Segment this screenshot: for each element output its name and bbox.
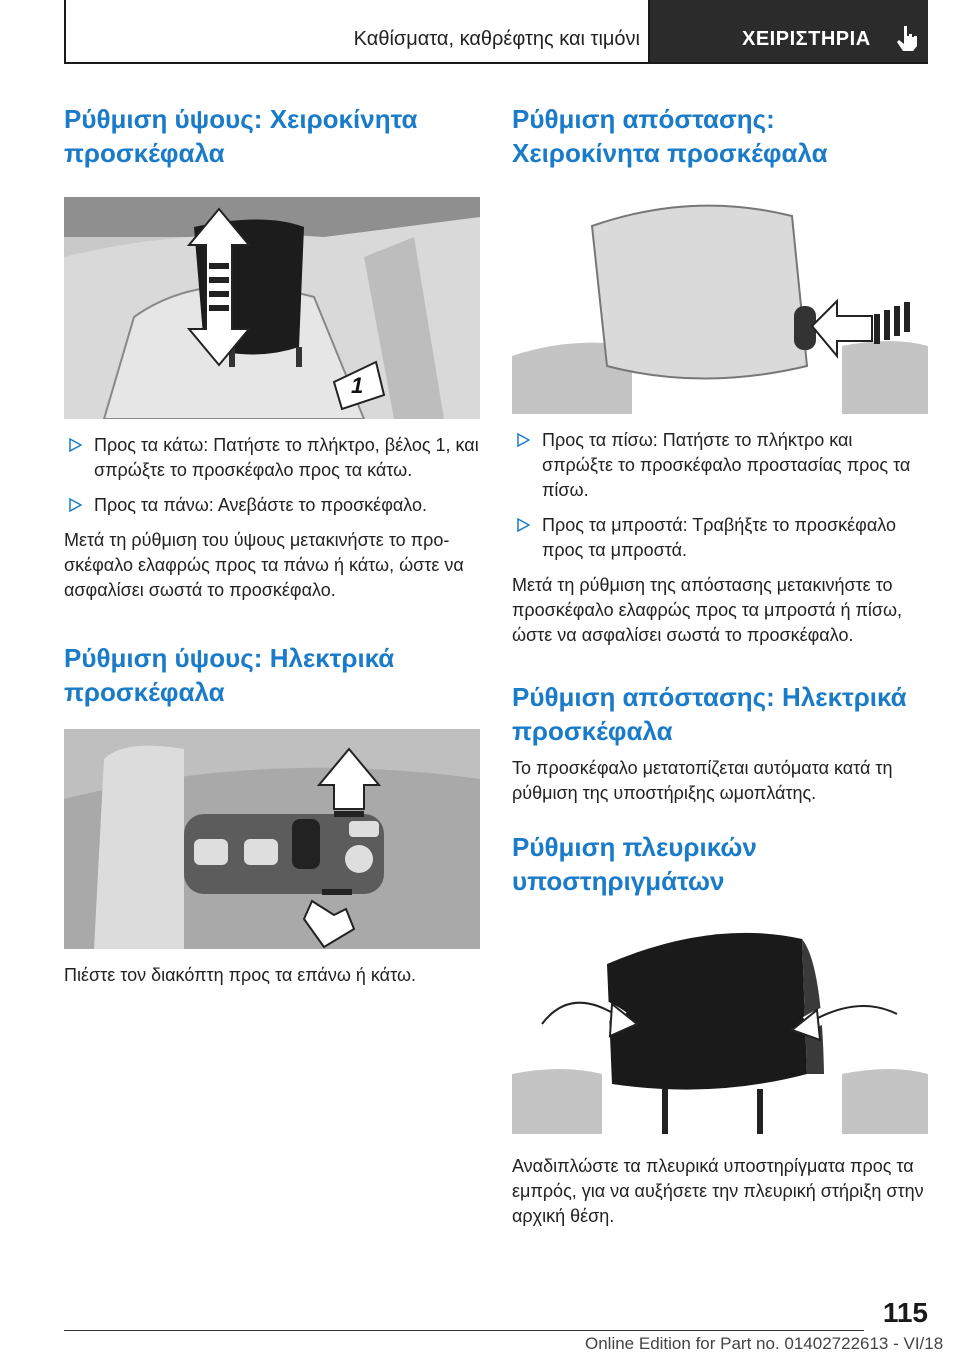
paragraph-height-manual-note: Μετά τη ρύθμιση του ύψους μετακινήστε το προ-σκέφαλο ελαφρώς προς τα πάνω ή κάτω, ώστε να ασφαλίσει σωστά το προσκέφαλο. <box>64 530 464 600</box>
section-title-height-electric: Ρύθμιση ύψους: Ηλεκτρικά προσκέφαλα <box>64 643 395 707</box>
section-title-distance-manual: Ρύθμιση απόστασης: Χειροκίνητα προσκέφαλα <box>512 104 828 168</box>
figure-electric-seat-switch <box>64 729 480 949</box>
section-title-distance-electric: Ρύθμιση απόστασης: Ηλεκτρικά προσκέφαλα <box>512 682 907 746</box>
paragraph-side-supports: Αναδιπλώστε τα πλευρικά υποστηρίγματα προς τα εμπρός, για να αυξήσετε την πλευρική στήριξη στην αρχική θέση. <box>512 1156 924 1226</box>
list-item: Προς τα πάνω: Ανεβάστε το προσκέφαλο. <box>64 493 480 518</box>
list-item: Προς τα μπροστά: Τραβήξτε το προσκέφαλο προς τα μπροστά. <box>512 513 928 563</box>
paragraph-electric-switch: Πιέστε τον διακόπτη προς τα επάνω ή κάτω. <box>64 965 417 985</box>
footer-rule <box>64 1330 864 1331</box>
triangle-right-icon <box>68 498 82 512</box>
header-rule <box>64 62 928 64</box>
list-item: Προς τα κάτω: Πατήστε το πλήκτρο, βέλος 1, και σπρώξτε το προσκέφαλο προς τα κάτω. <box>64 433 480 483</box>
pointing-hand-icon <box>894 24 920 52</box>
steps-distance-manual <box>512 428 928 563</box>
triangle-right-icon <box>68 438 82 452</box>
triangle-right-icon <box>516 433 530 447</box>
figure-label-1: 1 <box>351 373 364 398</box>
steps-height-manual <box>64 433 480 518</box>
chapter-title: Καθίσματα, καθρέφτης και τιμόνι <box>353 28 640 50</box>
figure-headrest-distance <box>512 196 928 414</box>
figure-manual-headrest-height <box>64 197 480 419</box>
list-item: Προς τα πίσω: Πατήστε το πλήκτρο και σπρώξτε το προσκέφαλο προστασίας προς τα πίσω. <box>512 428 928 503</box>
section-title-side-supports: Ρύθμιση πλευρικών υποστηριγμάτων <box>512 832 757 896</box>
right-column <box>512 102 928 1229</box>
edition-note: Online Edition for Part no. 01402722613 - VI/18 <box>585 1334 944 1353</box>
paragraph-distance-manual-note: Μετά τη ρύθμιση της απόστασης μετακινήστε το προσκέφαλο ελαφρώς προς τα μπροστά ή πίσω, ώστε να ασφαλίσει σωστά το προσκέφαλο. <box>512 575 903 645</box>
left-column <box>64 102 480 988</box>
section-title-height-manual: Ρύθμιση ύψους: Χειροκίνητα προσκέφαλα <box>64 104 418 168</box>
triangle-right-icon <box>516 518 530 532</box>
page-number: 115 <box>882 1297 928 1328</box>
figure-side-supports <box>512 924 928 1134</box>
paragraph-distance-electric: Το προσκέφαλο μετατοπίζεται αυτόματα κατά τη ρύθμιση της υποστήριξης ωμοπλάτης. <box>512 758 893 803</box>
chapter-tab-label: ΧΕΙΡΙΣΤΗΡΙΑ <box>742 28 871 50</box>
